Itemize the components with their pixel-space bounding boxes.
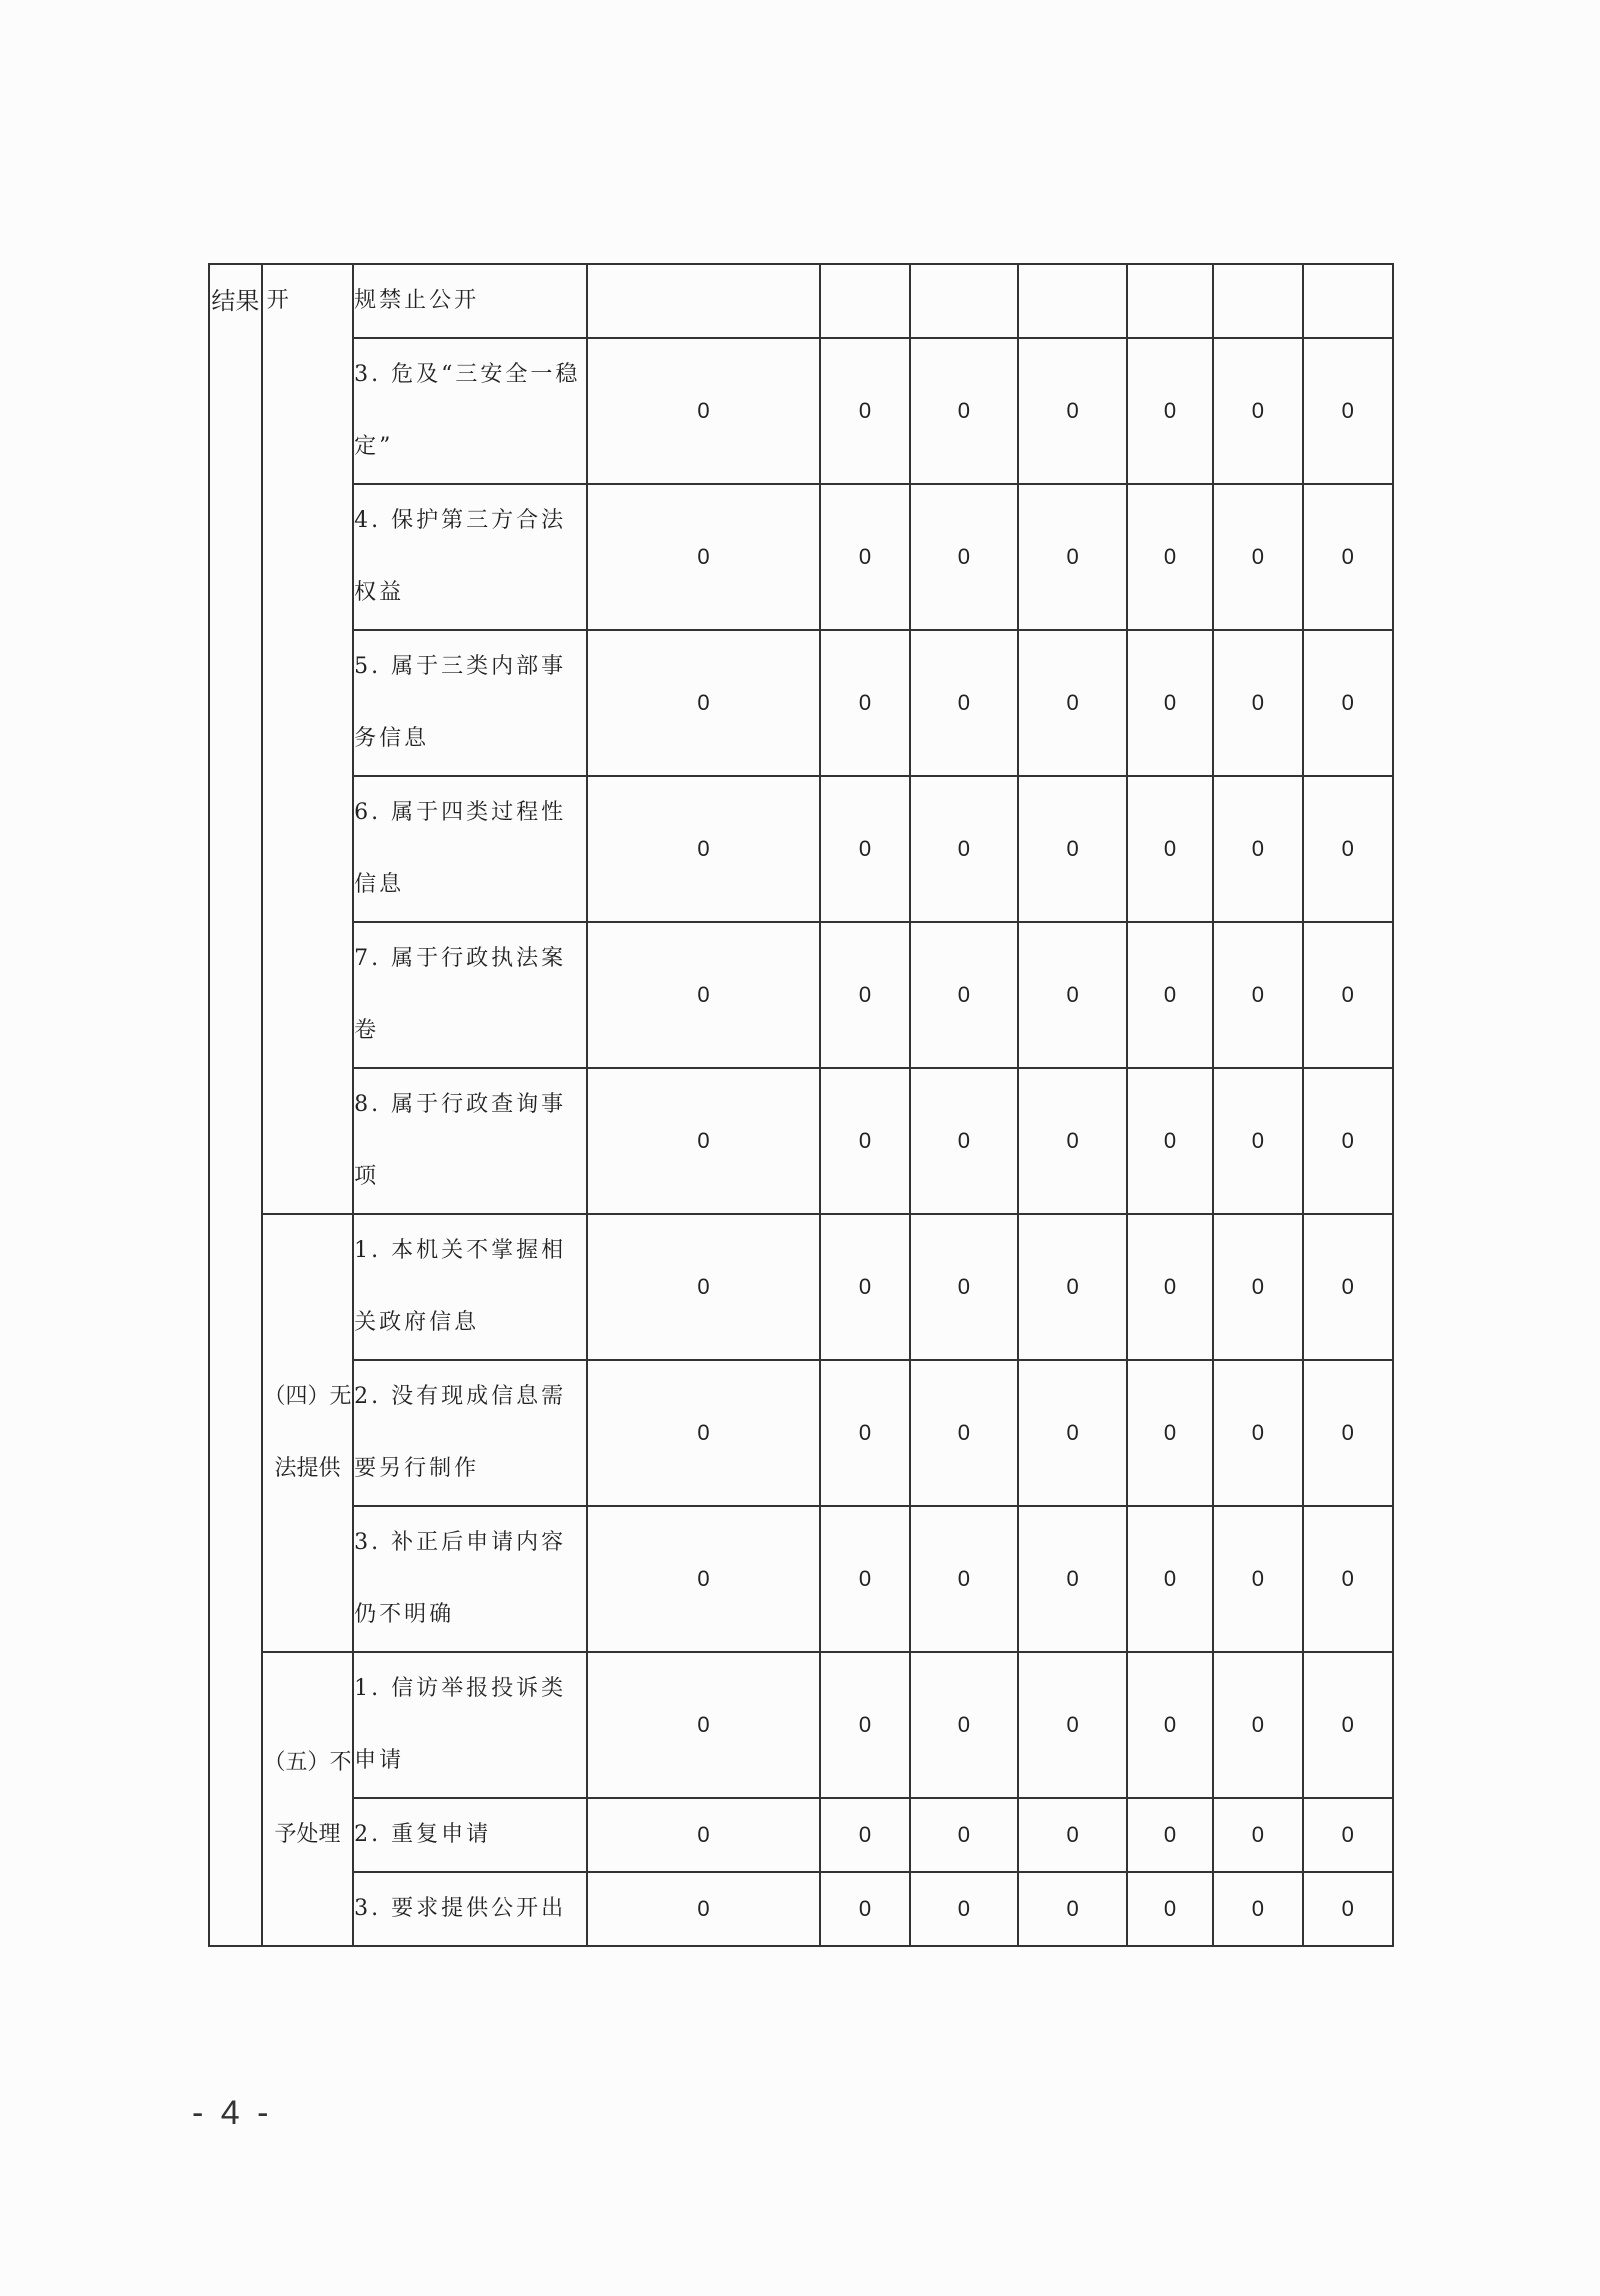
group-label: 开: [266, 288, 289, 313]
value-cell: 0: [910, 1214, 1019, 1360]
page-number: - 4 -: [192, 2094, 273, 2132]
value-cell: 0: [910, 338, 1019, 484]
value-cell: 0: [1303, 1798, 1393, 1872]
group-label-cell: [262, 264, 353, 1214]
value-cell: 0: [1303, 338, 1393, 484]
value-cell: 0: [1127, 1798, 1213, 1872]
value-cell: 0: [820, 1652, 909, 1798]
value-cell: 0: [910, 776, 1019, 922]
table-row: [209, 338, 1393, 484]
value-cell: 0: [820, 338, 909, 484]
value-cell: 0: [1018, 1872, 1127, 1946]
value-cell: 0: [587, 1798, 821, 1872]
value-cell: 0: [820, 922, 909, 1068]
value-cell: 0: [1127, 484, 1213, 630]
value-cell: 0: [910, 484, 1019, 630]
value-cell: 0: [820, 1798, 909, 1872]
value-cell: 0: [1213, 1506, 1302, 1652]
reason-cell: 3. 要求提供公开出: [353, 1872, 587, 1946]
value-cell: 0: [1018, 1798, 1127, 1872]
table-row: [209, 1214, 1393, 1360]
value-cell: [1303, 264, 1393, 338]
value-cell: [587, 264, 821, 338]
group-label-cell: [262, 1652, 353, 1946]
value-cell: 0: [820, 1214, 909, 1360]
table-row: [209, 1506, 1393, 1652]
table-row: [209, 776, 1393, 922]
table-row: [209, 484, 1393, 630]
value-cell: 0: [910, 922, 1019, 1068]
table-row: [209, 1360, 1393, 1506]
value-cell: 0: [910, 1872, 1019, 1946]
reason-cell: 1. 本机关不掌握相关政府信息: [353, 1214, 587, 1360]
value-cell: 0: [587, 1652, 821, 1798]
value-cell: 0: [1213, 1872, 1302, 1946]
value-cell: 0: [1127, 922, 1213, 1068]
group-label-cell: [262, 1214, 353, 1652]
value-cell: 0: [1303, 1214, 1393, 1360]
value-cell: 0: [910, 630, 1019, 776]
value-cell: 0: [1018, 1506, 1127, 1652]
value-cell: [1127, 264, 1213, 338]
value-cell: 0: [1018, 776, 1127, 922]
value-cell: 0: [587, 1214, 821, 1360]
value-cell: 0: [587, 630, 821, 776]
value-cell: 0: [1018, 1214, 1127, 1360]
value-cell: 0: [820, 1068, 909, 1214]
value-cell: [1018, 264, 1127, 338]
value-cell: 0: [1303, 922, 1393, 1068]
reason-cell: 7. 属于行政执法案卷: [353, 922, 587, 1068]
value-cell: 0: [1018, 630, 1127, 776]
value-cell: 0: [1213, 1652, 1302, 1798]
table-row: [209, 1872, 1393, 1946]
value-cell: [1213, 264, 1302, 338]
value-cell: 0: [587, 338, 821, 484]
value-cell: 0: [587, 1360, 821, 1506]
value-cell: 0: [820, 630, 909, 776]
value-cell: 0: [587, 1872, 821, 1946]
value-cell: 0: [820, 1506, 909, 1652]
value-cell: [820, 264, 909, 338]
reason-cell: 1. 信访举报投诉类申请: [353, 1652, 587, 1798]
value-cell: 0: [1303, 630, 1393, 776]
value-cell: 0: [1127, 1214, 1213, 1360]
value-cell: [910, 264, 1019, 338]
value-cell: 0: [1213, 1798, 1302, 1872]
value-cell: 0: [910, 1798, 1019, 1872]
reason-cell: 规禁止公开: [353, 264, 587, 338]
table-row: [209, 264, 1393, 338]
table-row: [209, 1798, 1393, 1872]
value-cell: 0: [587, 922, 821, 1068]
value-cell: 0: [1213, 1214, 1302, 1360]
value-cell: 0: [1303, 1872, 1393, 1946]
table-row: [209, 1652, 1393, 1798]
reason-cell: 4. 保护第三方合法权益: [353, 484, 587, 630]
table-row: [209, 1068, 1393, 1214]
value-cell: 0: [1127, 776, 1213, 922]
reason-cell: 3. 补正后申请内容仍不明确: [353, 1506, 587, 1652]
table-row: [209, 922, 1393, 1068]
value-cell: 0: [1303, 1360, 1393, 1506]
value-cell: 0: [910, 1506, 1019, 1652]
value-cell: 0: [1213, 484, 1302, 630]
category-label: 结果: [211, 287, 260, 315]
value-cell: 0: [1213, 1360, 1302, 1506]
value-cell: 0: [820, 1360, 909, 1506]
value-cell: 0: [1213, 1068, 1302, 1214]
value-cell: 0: [820, 776, 909, 922]
category-cell: [209, 264, 262, 1946]
value-cell: 0: [1303, 1068, 1393, 1214]
reason-cell: 6. 属于四类过程性信息: [353, 776, 587, 922]
value-cell: 0: [1018, 484, 1127, 630]
value-cell: 0: [910, 1360, 1019, 1506]
value-cell: 0: [1303, 776, 1393, 922]
value-cell: 0: [1213, 776, 1302, 922]
reason-cell: 8. 属于行政查询事项: [353, 1068, 587, 1214]
value-cell: 0: [587, 1506, 821, 1652]
value-cell: 0: [1127, 1872, 1213, 1946]
value-cell: 0: [1127, 1360, 1213, 1506]
value-cell: 0: [1127, 630, 1213, 776]
group-label: （五）不予处理: [263, 1750, 352, 1847]
reason-cell: 2. 没有现成信息需要另行制作: [353, 1360, 587, 1506]
value-cell: 0: [1018, 922, 1127, 1068]
value-cell: 0: [1213, 630, 1302, 776]
value-cell: 0: [1213, 338, 1302, 484]
value-cell: 0: [820, 484, 909, 630]
table-body: [209, 264, 1393, 1946]
disclosure-statistics-table: [208, 263, 1394, 1947]
value-cell: 0: [1303, 484, 1393, 630]
value-cell: 0: [910, 1068, 1019, 1214]
value-cell: 0: [1127, 1652, 1213, 1798]
value-cell: 0: [587, 484, 821, 630]
value-cell: 0: [1127, 338, 1213, 484]
reason-cell: 3. 危及“三安全一稳定”: [353, 338, 587, 484]
value-cell: 0: [587, 1068, 821, 1214]
reason-cell: 2. 重复申请: [353, 1798, 587, 1872]
value-cell: 0: [1018, 338, 1127, 484]
reason-cell: 5. 属于三类内部事务信息: [353, 630, 587, 776]
value-cell: 0: [1018, 1652, 1127, 1798]
value-cell: 0: [1018, 1360, 1127, 1506]
value-cell: 0: [1303, 1506, 1393, 1652]
value-cell: 0: [1127, 1068, 1213, 1214]
value-cell: 0: [910, 1652, 1019, 1798]
value-cell: 0: [1127, 1506, 1213, 1652]
table-row: [209, 630, 1393, 776]
value-cell: 0: [1018, 1068, 1127, 1214]
value-cell: 0: [820, 1872, 909, 1946]
value-cell: 0: [1213, 922, 1302, 1068]
value-cell: 0: [1303, 1652, 1393, 1798]
group-label: （四）无法提供: [263, 1384, 352, 1481]
value-cell: 0: [587, 776, 821, 922]
